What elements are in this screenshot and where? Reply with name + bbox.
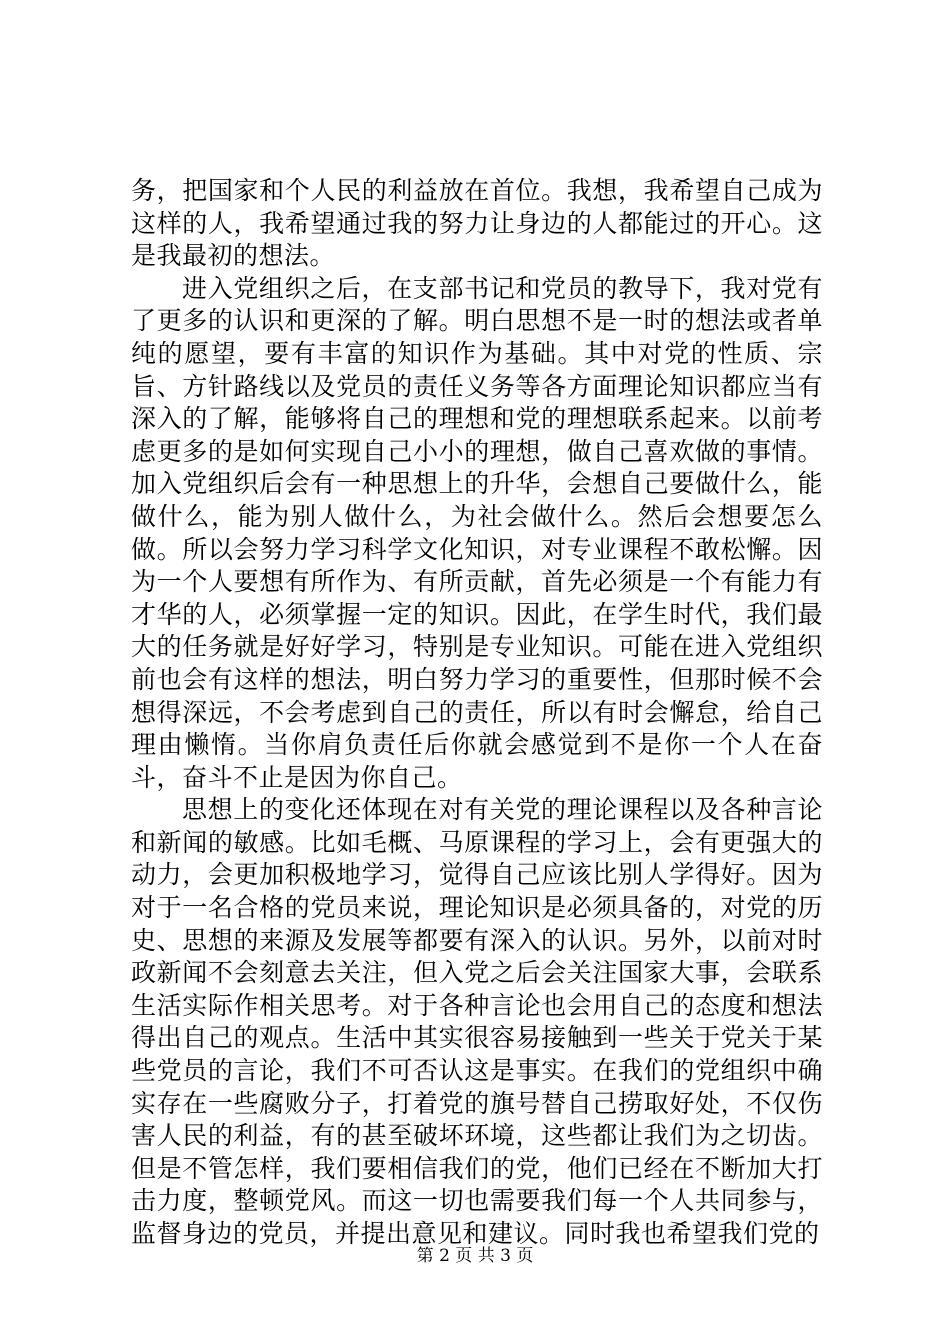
- paragraph-party-organization: 进入党组织之后，在支部书记和党员的教导下，我对党有了更多的认识和更深的了解。明白思想不是一时的想法或者单纯的愿望，要有丰富的知识作为基础。其中对党的性质、宗旨、方针路线以及党员的责任义务等各方面理论知识都应当有深入的了解，能够将自己的理想和党的理想联系起来。以前考虑更多的是如何实现自己小小的理想，做自己喜欢做的事情。加入党组织后会有一种思想上的升华，会想自己要做什么，能做什么，能为别人做什么，为社会做什么。然后会想要怎么做。所以会努力学习科学文化知识，对专业课程不敢松懈。因为一个人要想有所作为、有所贡献，首先必须是一个有能力有才华的人，必须掌握一定的知识。因此，在学生时代，我们最大的任务就是好好学习，特别是专业知识。可能在进入党组织前也会有这样的想法，明白努力学习的重要性，但那时候不会想得深远，不会考虑到自己的责任，所以有时会懈怠，给自己理由懒惰。当你肩负责任后你就会感觉到不是你一个人在奋斗，奋斗不止是因为你自己。: [131, 273, 823, 792]
- body-text: [131, 175, 823, 1251]
- paragraph-continued: 务，把国家和个人民的利益放在首位。我想，我希望自己成为这样的人，我希望通过我的努力让身边的人都能过的开心。这是我最初的想法。: [131, 176, 823, 271]
- page-number-footer: 第 2 页 共 3 页: [416, 1246, 534, 1266]
- paragraph-thought-changes: 思想上的变化还体现在对有关党的理论课程以及各种言论和新闻的敏感。比如毛概、马原课程的学习上，会有更强大的动力，会更加积极地学习，觉得自己应该比别人学得好。因为对于一名合格的党员来说，理论知识是必须具备的，对党的历史、思想的来源及发展等都要有深入的认识。另外，以前对时政新闻不会刻意去关注，但入党之后会关注国家大事，会联系生活实际作相关思考。对于各种言论也会用自己的态度和想法得出自己的观点。生活中其实很容易接触到一些关于党关于某些党员的言论，我们不可否认这是事实。在我们的党组织中确实存在一些腐败分子，打着党的旗号替自己捞取好处，不仅伤害人民的利益，有的甚至破坏环境，这些都让我们为之切齿。但是不管怎样，我们要相信我们的党，他们已经在不断加大打击力度，整顿党风。而这一切也需要我们每一个人共同参与，监督身边的党员，并提出意见和建议。同时我也希望我们党的: [131, 795, 823, 1248]
